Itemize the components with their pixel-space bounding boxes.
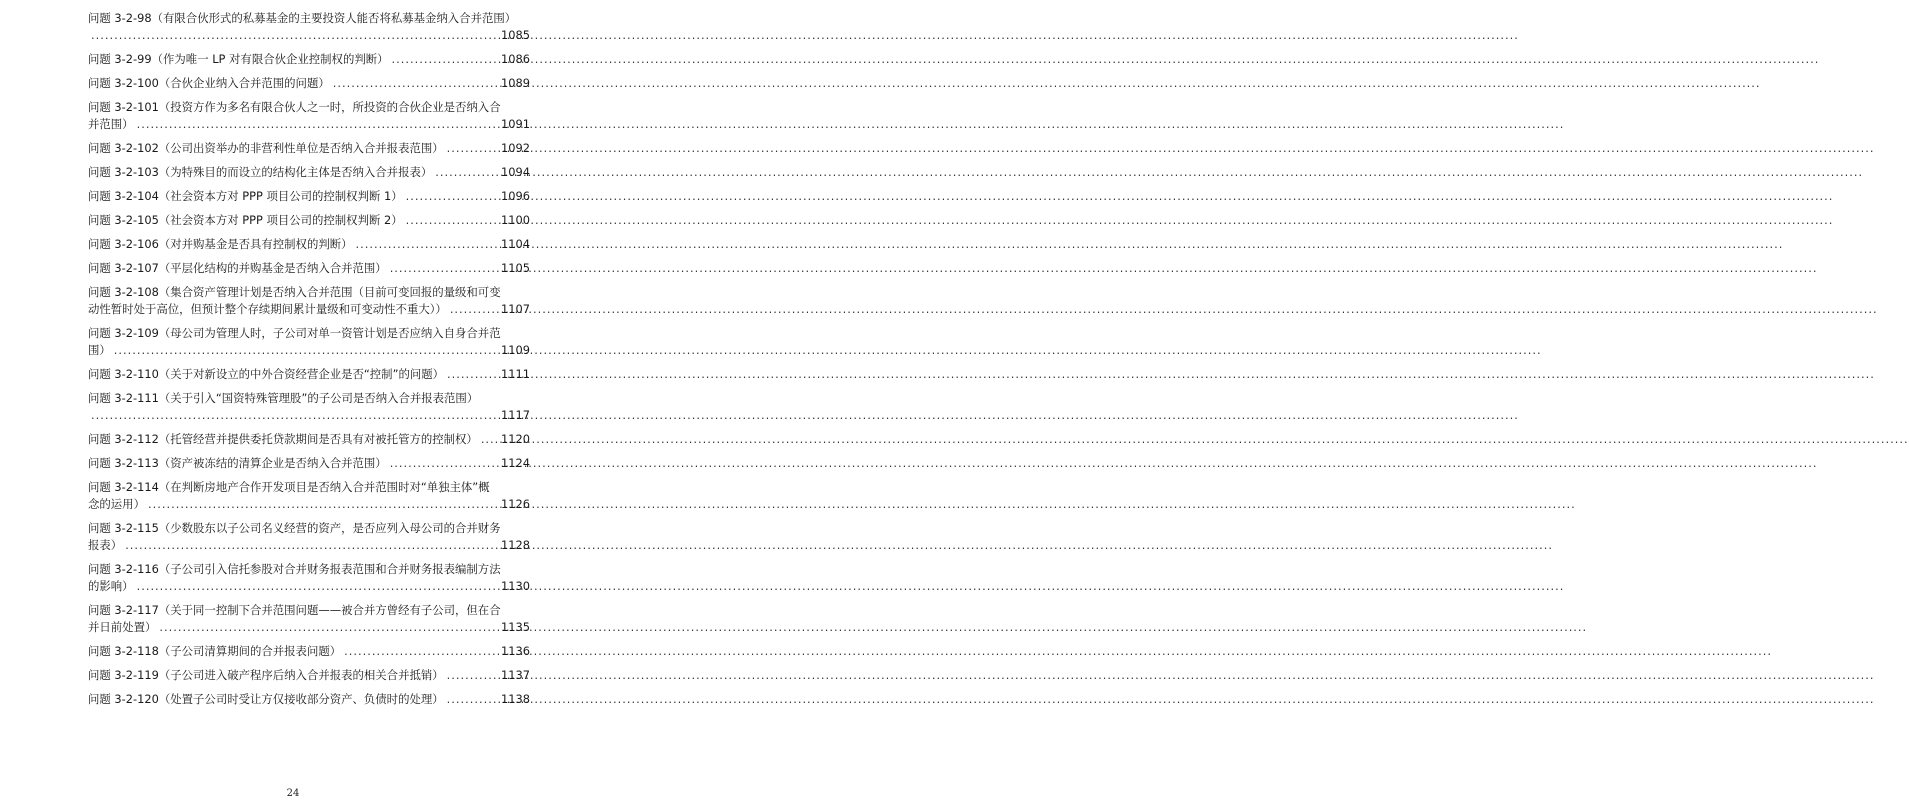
- toc-entry-title: 问题 3-2-102（公司出资举办的非营利性单位是否纳入合并报表范围）: [88, 141, 444, 155]
- toc-entry-title: 问题 3-2-101（投资方作为多名有限合伙人之一时，所投资的合伙企业是否纳入合: [88, 100, 501, 114]
- toc-entry-title: 问题 3-2-115（少数股东以子公司名义经营的资产，是否应列入母公司的合并财务: [88, 521, 501, 535]
- toc-entry-title-continued: 围）: [88, 343, 111, 357]
- leader-dots: [137, 116, 498, 133]
- toc-entry-title: 问题 3-2-111（关于引入“国资特殊管理股”的子公司是否纳入合并报表范围）: [88, 391, 479, 405]
- toc-entry-page: 1137: [501, 668, 530, 682]
- toc-entry[interactable]: [88, 520, 530, 554]
- toc-entry-id: 问题 3-2-110: [88, 367, 159, 381]
- toc-entry-page: 1130: [501, 579, 530, 593]
- page-number: 24: [286, 788, 300, 799]
- toc-entry-page: 1104: [501, 237, 530, 251]
- toc-entry[interactable]: [88, 643, 530, 660]
- toc-entry-title: 问题 3-2-116（子公司引入信托参股对合并财务报表范围和合并财务报表编制方法: [88, 562, 501, 576]
- toc-entry-page: 1100: [501, 213, 530, 227]
- toc-entry-id: 问题 3-2-104: [88, 189, 159, 203]
- leader-dots: [406, 212, 498, 229]
- toc-entry-page: 1135: [501, 620, 530, 634]
- leader-dots: [392, 51, 498, 68]
- toc-entry-title-continued: 并范围）: [88, 117, 134, 131]
- toc-entry[interactable]: [88, 691, 530, 708]
- toc-entry-title: 问题 3-2-98（有限合伙形式的私募基金的主要投资人能否将私募基金纳入合并范围）: [88, 11, 517, 25]
- toc-entry-title: 问题 3-2-106（对并购基金是否具有控制权的判断）: [88, 237, 353, 251]
- toc-entry-title: 问题 3-2-117（关于同一控制下合并范围问题——被合并方曾经有子公司，但在合: [88, 603, 501, 617]
- toc-entry-id: 问题 3-2-102: [88, 141, 159, 155]
- leader-dots: [435, 164, 498, 181]
- toc-entry[interactable]: [88, 284, 530, 318]
- toc-entry[interactable]: [88, 455, 530, 472]
- toc-entry-title-continued: 动性暂时处于高位，但预计整个存续期间累计量级和可变动性不重大））: [88, 302, 447, 316]
- leader-dots: [447, 140, 498, 157]
- toc-entry-id: 问题 3-2-109: [88, 326, 159, 340]
- toc-entry-title: 问题 3-2-118（子公司清算期间的合并报表问题）: [88, 644, 342, 658]
- toc-entry-page: 1105: [501, 261, 530, 275]
- leader-dots: [159, 619, 498, 636]
- toc-entry[interactable]: [88, 260, 530, 277]
- toc-entry-id: 问题 3-2-113: [88, 456, 159, 470]
- toc-entry-page: 1086: [501, 52, 530, 66]
- toc-entry-title-continued: 并日前处置）: [88, 620, 157, 634]
- toc-entry-title: 问题 3-2-108（集合资产管理计划是否纳入合并范围（目前可变回报的量级和可变: [88, 285, 501, 299]
- toc-entry-page: 1136: [501, 644, 530, 658]
- toc-entry-id: 问题 3-2-116: [88, 562, 159, 576]
- toc-entry-title: 问题 3-2-120（处置子公司时受让方仅接收部分资产、负债时的处理）: [88, 692, 444, 706]
- toc-entry-id: 问题 3-2-103: [88, 165, 159, 179]
- toc-entry-id: 问题 3-2-107: [88, 261, 159, 275]
- leader-dots: [333, 75, 498, 92]
- toc-entry-title-continued: 念的运用）: [88, 497, 145, 511]
- toc-entry-id: 问题 3-2-112: [88, 432, 159, 446]
- toc-entry[interactable]: [88, 561, 530, 595]
- toc-entry-page: 1092: [501, 141, 530, 155]
- toc-entry-title: 问题 3-2-112（托管经营并提供委托贷款期间是否具有对被托管方的控制权）: [88, 432, 478, 446]
- leader-dots: [447, 691, 498, 708]
- toc-entry-id: 问题 3-2-111: [88, 391, 159, 405]
- toc-entry[interactable]: [88, 325, 530, 359]
- leader-dots: [390, 455, 498, 472]
- toc-entry-title: 问题 3-2-119（子公司进入破产程序后纳入合并报表的相关合并抵销）: [88, 668, 444, 682]
- toc-entry-title: 问题 3-2-114（在判断房地产合作开发项目是否纳入合并范围时对“单独主体”概: [88, 480, 490, 494]
- toc-entry[interactable]: [88, 431, 530, 448]
- toc-entry-id: 问题 3-2-106: [88, 237, 159, 251]
- leader-dots: [450, 301, 498, 318]
- toc-entry-title: 问题 3-2-113（资产被冻结的清算企业是否纳入合并范围）: [88, 456, 387, 470]
- toc-entry-title: 问题 3-2-100（合伙企业纳入合并范围的问题）: [88, 76, 330, 90]
- toc-entry-id: 问题 3-2-114: [88, 480, 159, 494]
- toc-entry-title-continued: 的影响）: [88, 579, 134, 593]
- leader-dots: [447, 667, 498, 684]
- toc-entry-page: 1124: [501, 456, 530, 470]
- leader-dots: [91, 407, 498, 424]
- toc-entry-id: 问题 3-2-100: [88, 76, 159, 90]
- toc-entry-page: 1117: [501, 408, 530, 422]
- toc-entry-page: 1109: [501, 343, 530, 357]
- toc-entry-id: 问题 3-2-99: [88, 52, 152, 66]
- toc-entry[interactable]: [88, 667, 530, 684]
- toc-entry-page: 1107: [501, 302, 530, 316]
- toc-entry[interactable]: [88, 99, 530, 133]
- toc-entry-id: 问题 3-2-120: [88, 692, 159, 706]
- toc-entry-page: 1111: [501, 367, 530, 381]
- toc-entry-page: 1128: [501, 538, 530, 552]
- toc-entry[interactable]: [88, 75, 530, 92]
- toc-entry-title: 问题 3-2-107（平层化结构的并购基金是否纳入合并范围）: [88, 261, 387, 275]
- leader-dots: [91, 27, 498, 44]
- leader-dots: [390, 260, 498, 277]
- toc-entry-id: 问题 3-2-115: [88, 521, 159, 535]
- leader-dots: [356, 236, 498, 253]
- toc-entry-page: 1120: [501, 432, 530, 446]
- toc-entry-title: 问题 3-2-110（关于对新设立的中外合资经营企业是否“控制”的问题）: [88, 367, 445, 381]
- toc-entry-page: 1138: [501, 692, 530, 706]
- toc-entry-page: 1091: [501, 117, 530, 131]
- toc-entry[interactable]: [88, 390, 530, 424]
- toc-entry[interactable]: [88, 51, 530, 68]
- toc-entry-id: 问题 3-2-108: [88, 285, 159, 299]
- toc-entry[interactable]: [88, 236, 530, 253]
- leader-dots: [481, 431, 498, 448]
- toc-entry-page: 1089: [501, 76, 530, 90]
- leader-dots: [406, 188, 498, 205]
- toc-entry-title: 问题 3-2-105（社会资本方对 PPP 项目公司的控制权判断 2）: [88, 213, 403, 227]
- toc-entry-id: 问题 3-2-119: [88, 668, 159, 682]
- toc-entry[interactable]: [88, 366, 530, 383]
- leader-dots: [137, 578, 498, 595]
- toc-entry-title-continued: 报表）: [88, 538, 123, 552]
- toc-entry-page: 1085: [501, 28, 530, 42]
- toc-entry-page: 1126: [501, 497, 530, 511]
- toc-entry-title: 问题 3-2-109（母公司为管理人时，子公司对单一资管计划是否应纳入自身合并范: [88, 326, 501, 340]
- toc-entry[interactable]: [88, 602, 530, 636]
- leader-dots: [344, 643, 498, 660]
- toc-entry[interactable]: [88, 10, 530, 44]
- toc-entry-title: 问题 3-2-103（为特殊目的而设立的结构化主体是否纳入合并报表）: [88, 165, 433, 179]
- table-of-contents: [88, 10, 530, 715]
- leader-dots: [114, 342, 498, 359]
- toc-entry-id: 问题 3-2-101: [88, 100, 159, 114]
- toc-entry-id: 问题 3-2-105: [88, 213, 159, 227]
- toc-entry-page: 1094: [501, 165, 530, 179]
- leader-dots: [125, 537, 498, 554]
- toc-entry-id: 问题 3-2-118: [88, 644, 159, 658]
- toc-entry-page: 1096: [501, 189, 530, 203]
- toc-entry[interactable]: [88, 212, 530, 229]
- leader-dots: [148, 496, 498, 513]
- leader-dots: [447, 366, 498, 383]
- toc-entry[interactable]: [88, 188, 530, 205]
- toc-entry-id: 问题 3-2-98: [88, 11, 152, 25]
- toc-entry[interactable]: [88, 140, 530, 157]
- toc-entry[interactable]: [88, 164, 530, 181]
- toc-entry-title: 问题 3-2-104（社会资本方对 PPP 项目公司的控制权判断 1）: [88, 189, 403, 203]
- toc-entry[interactable]: [88, 479, 530, 513]
- toc-entry-id: 问题 3-2-117: [88, 603, 159, 617]
- toc-entry-title: 问题 3-2-99（作为唯一 LP 对有限合伙企业控制权的判断）: [88, 52, 389, 66]
